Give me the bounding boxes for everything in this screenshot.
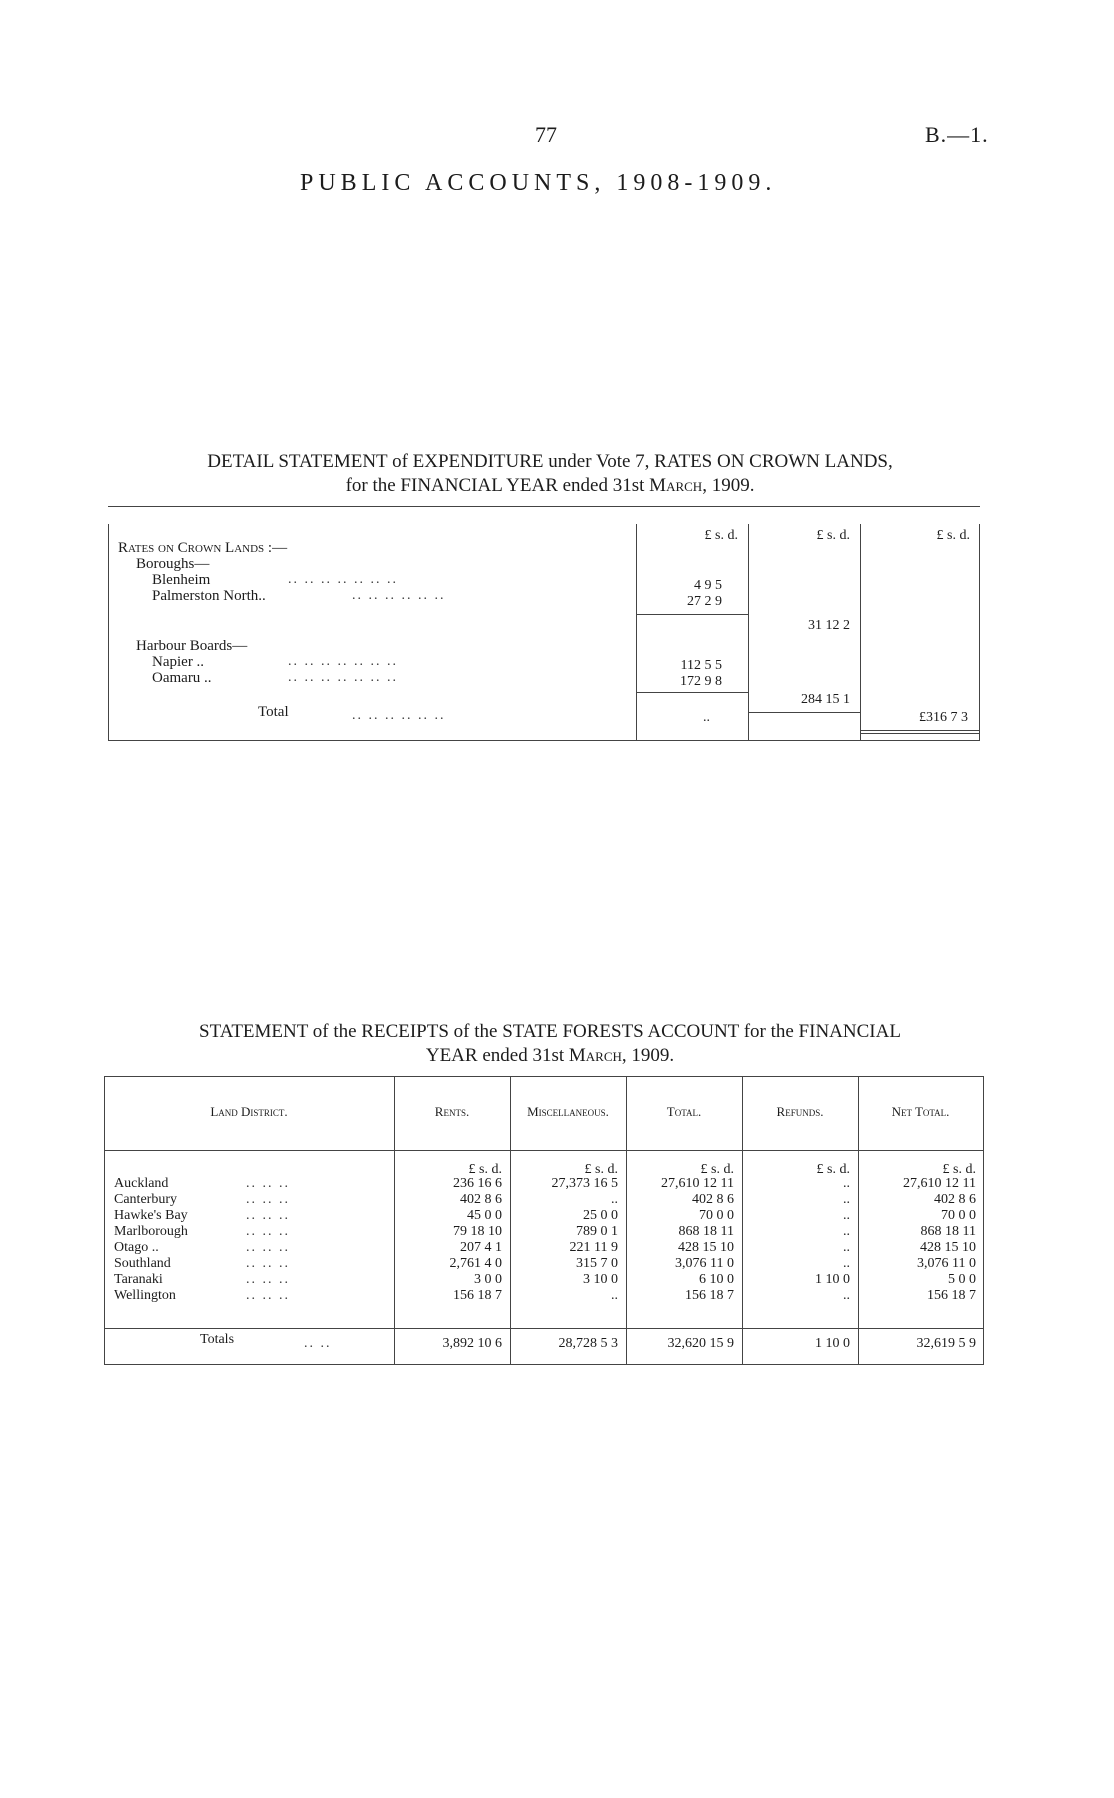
leader-dots: .. .. [304, 1336, 332, 1351]
col-header-total: Total. [666, 1104, 702, 1119]
total-cell: 156 18 7 [685, 1288, 734, 1303]
rents-cell: 402 8 6 [460, 1192, 502, 1207]
group-label-harbour-boards: Harbour Boards— [136, 638, 248, 654]
total-cell: 868 18 11 [678, 1224, 734, 1239]
col-header-refunds: Refunds. [776, 1104, 824, 1119]
net-cell: 868 18 11 [920, 1224, 976, 1239]
leader-dots: .. .. .. [246, 1192, 290, 1207]
row-label: Blenheim [152, 572, 211, 588]
column-divider [748, 524, 749, 740]
table-border-bottom [104, 1364, 984, 1365]
rents-cell: 207 4 1 [460, 1240, 502, 1255]
table1-heading-line1: DETAIL STATEMENT of EXPENDITURE under Vote 7, RATES ON CROWN LANDS, [207, 451, 893, 472]
misc-cell: 25 0 0 [583, 1208, 618, 1223]
subtotal-rule [636, 614, 748, 615]
misc-cell: 221 11 9 [569, 1240, 618, 1255]
leader-dots: .. .. .. .. .. .. .. [288, 670, 398, 685]
land-district-label: Hawke's Bay [114, 1208, 188, 1223]
totals-net: 32,619 5 9 [916, 1336, 976, 1351]
subtotal-cell: 284 15 1 [801, 692, 850, 707]
units-label: £ s. d. [584, 1162, 618, 1177]
table2-heading [100, 1020, 1000, 1068]
misc-cell: .. [611, 1288, 618, 1303]
total-cell: 6 10 0 [699, 1272, 734, 1287]
header-rule [104, 1150, 984, 1151]
leader-dots: .. .. .. [246, 1208, 290, 1223]
col-header-land-district: Land District. [210, 1104, 288, 1119]
amount-cell: 4 9 5 [694, 578, 722, 593]
leader-dots: .. .. .. [246, 1256, 290, 1271]
refunds-cell: 1 10 0 [815, 1272, 850, 1287]
rents-cell: 156 18 7 [453, 1288, 502, 1303]
col-header-units: £ s. d. [816, 528, 850, 543]
total-cell: 70 0 0 [699, 1208, 734, 1223]
col-header-units: £ s. d. [936, 528, 970, 543]
subtotal-cell: 31 12 2 [808, 618, 850, 633]
land-district-label: Southland [114, 1256, 171, 1271]
amount-cell: 172 9 8 [680, 674, 722, 689]
leader-dots: .. .. .. [246, 1176, 290, 1191]
misc-cell: 3 10 0 [583, 1272, 618, 1287]
col-header-net-total: Net Total. [891, 1104, 950, 1119]
total-label: Total [258, 704, 289, 720]
leader-dots: .. .. .. .. .. .. .. [288, 572, 398, 587]
column-divider [860, 524, 861, 740]
land-district-label: Auckland [114, 1176, 169, 1191]
table-border-top [108, 506, 980, 507]
receipts-table [104, 1076, 984, 1366]
amount-cell: 27 2 9 [687, 594, 722, 609]
misc-cell: 27,373 16 5 [551, 1176, 618, 1191]
leader-dots: .. .. .. [246, 1224, 290, 1239]
section-label: Rates on Crown Lands :— [118, 540, 288, 556]
totals-refunds: 1 10 0 [815, 1336, 850, 1351]
land-district-label: Taranaki [114, 1272, 163, 1287]
expenditure-table [108, 506, 980, 742]
col-header-miscellaneous: Miscellaneous. [527, 1104, 609, 1119]
net-cell: 428 15 10 [920, 1240, 976, 1255]
leader-dots: .. .. .. .. .. .. [352, 588, 446, 603]
net-cell: 70 0 0 [941, 1208, 976, 1223]
double-rule [860, 730, 980, 731]
misc-cell: .. [611, 1192, 618, 1207]
row-label: Oamaru .. [152, 670, 212, 686]
misc-cell: 789 0 1 [576, 1224, 618, 1239]
leader-dots: .. .. .. [246, 1272, 290, 1287]
units-label: £ s. d. [942, 1162, 976, 1177]
refunds-cell: .. [843, 1192, 850, 1207]
page-code: B.—1. [925, 122, 989, 147]
totals-total: 32,620 15 9 [667, 1336, 734, 1351]
rents-cell: 45 0 0 [467, 1208, 502, 1223]
refunds-cell: .. [843, 1208, 850, 1223]
group-label-boroughs: Boroughs— [136, 556, 210, 572]
net-cell: 156 18 7 [927, 1288, 976, 1303]
subtotal-rule [636, 692, 748, 693]
total-cell: 402 8 6 [692, 1192, 734, 1207]
total-cell: 428 15 10 [678, 1240, 734, 1255]
totals-rule [104, 1328, 984, 1329]
amount-cell: 112 5 5 [680, 658, 722, 673]
total-cell-empty: .. [703, 710, 710, 725]
row-label: Palmerston North.. [152, 588, 266, 604]
refunds-cell: .. [843, 1240, 850, 1255]
leader-dots: .. .. .. .. .. .. .. [288, 654, 398, 669]
total-cell: 3,076 11 0 [675, 1256, 734, 1271]
table-border-top [104, 1076, 984, 1077]
table-border-bottom [108, 740, 980, 741]
total-cell: 27,610 12 11 [661, 1176, 734, 1191]
col-header-units: £ s. d. [704, 528, 738, 543]
rents-cell: 79 18 10 [453, 1224, 502, 1239]
misc-cell: 315 7 0 [576, 1256, 618, 1271]
land-district-label: Marlborough [114, 1224, 188, 1239]
column-divider [979, 524, 980, 740]
units-label: £ s. d. [468, 1162, 502, 1177]
double-rule [860, 733, 980, 734]
column-divider [983, 1076, 984, 1364]
table2-heading-line2: YEAR ended 31st March, 1909. [425, 1045, 675, 1066]
land-district-label: Otago .. [114, 1240, 159, 1255]
col-header-rents: Rents. [434, 1104, 470, 1119]
totals-label: Totals [200, 1332, 235, 1347]
leader-dots: .. .. .. [246, 1240, 290, 1255]
refunds-cell: .. [843, 1288, 850, 1303]
refunds-cell: .. [843, 1224, 850, 1239]
row-label: Napier .. [152, 654, 205, 670]
net-cell: 5 0 0 [948, 1272, 976, 1287]
grand-total: £316 7 3 [919, 710, 968, 725]
table2-heading-line1: STATEMENT of the RECEIPTS of the STATE FORESTS ACCOUNT for the FINANCIAL [199, 1021, 901, 1042]
page-title: PUBLIC ACCOUNTS, 1908-1909. [300, 170, 777, 196]
units-label: £ s. d. [816, 1162, 850, 1177]
rents-cell: 3 0 0 [474, 1272, 502, 1287]
leader-dots: .. .. .. [246, 1288, 290, 1303]
rents-cell: 2,761 4 0 [449, 1256, 502, 1271]
units-label: £ s. d. [700, 1162, 734, 1177]
totals-misc: 28,728 5 3 [558, 1336, 618, 1351]
column-divider [108, 524, 109, 740]
net-cell: 3,076 11 0 [917, 1256, 976, 1271]
net-cell: 27,610 12 11 [903, 1176, 976, 1191]
refunds-cell: .. [843, 1176, 850, 1191]
refunds-cell: .. [843, 1256, 850, 1271]
table1-heading-line2: for the FINANCIAL YEAR ended 31st March, 1909. [345, 475, 755, 496]
land-district-label: Canterbury [114, 1192, 177, 1207]
column-divider [636, 524, 637, 740]
leader-dots: .. .. .. .. .. .. [352, 708, 446, 723]
net-cell: 402 8 6 [934, 1192, 976, 1207]
page-number: 77 [535, 122, 557, 147]
table1-heading [100, 450, 1000, 498]
subtotal-rule [748, 712, 860, 713]
totals-rents: 3,892 10 6 [442, 1336, 502, 1351]
rents-cell: 236 16 6 [453, 1176, 502, 1191]
land-district-label: Wellington [114, 1288, 176, 1303]
